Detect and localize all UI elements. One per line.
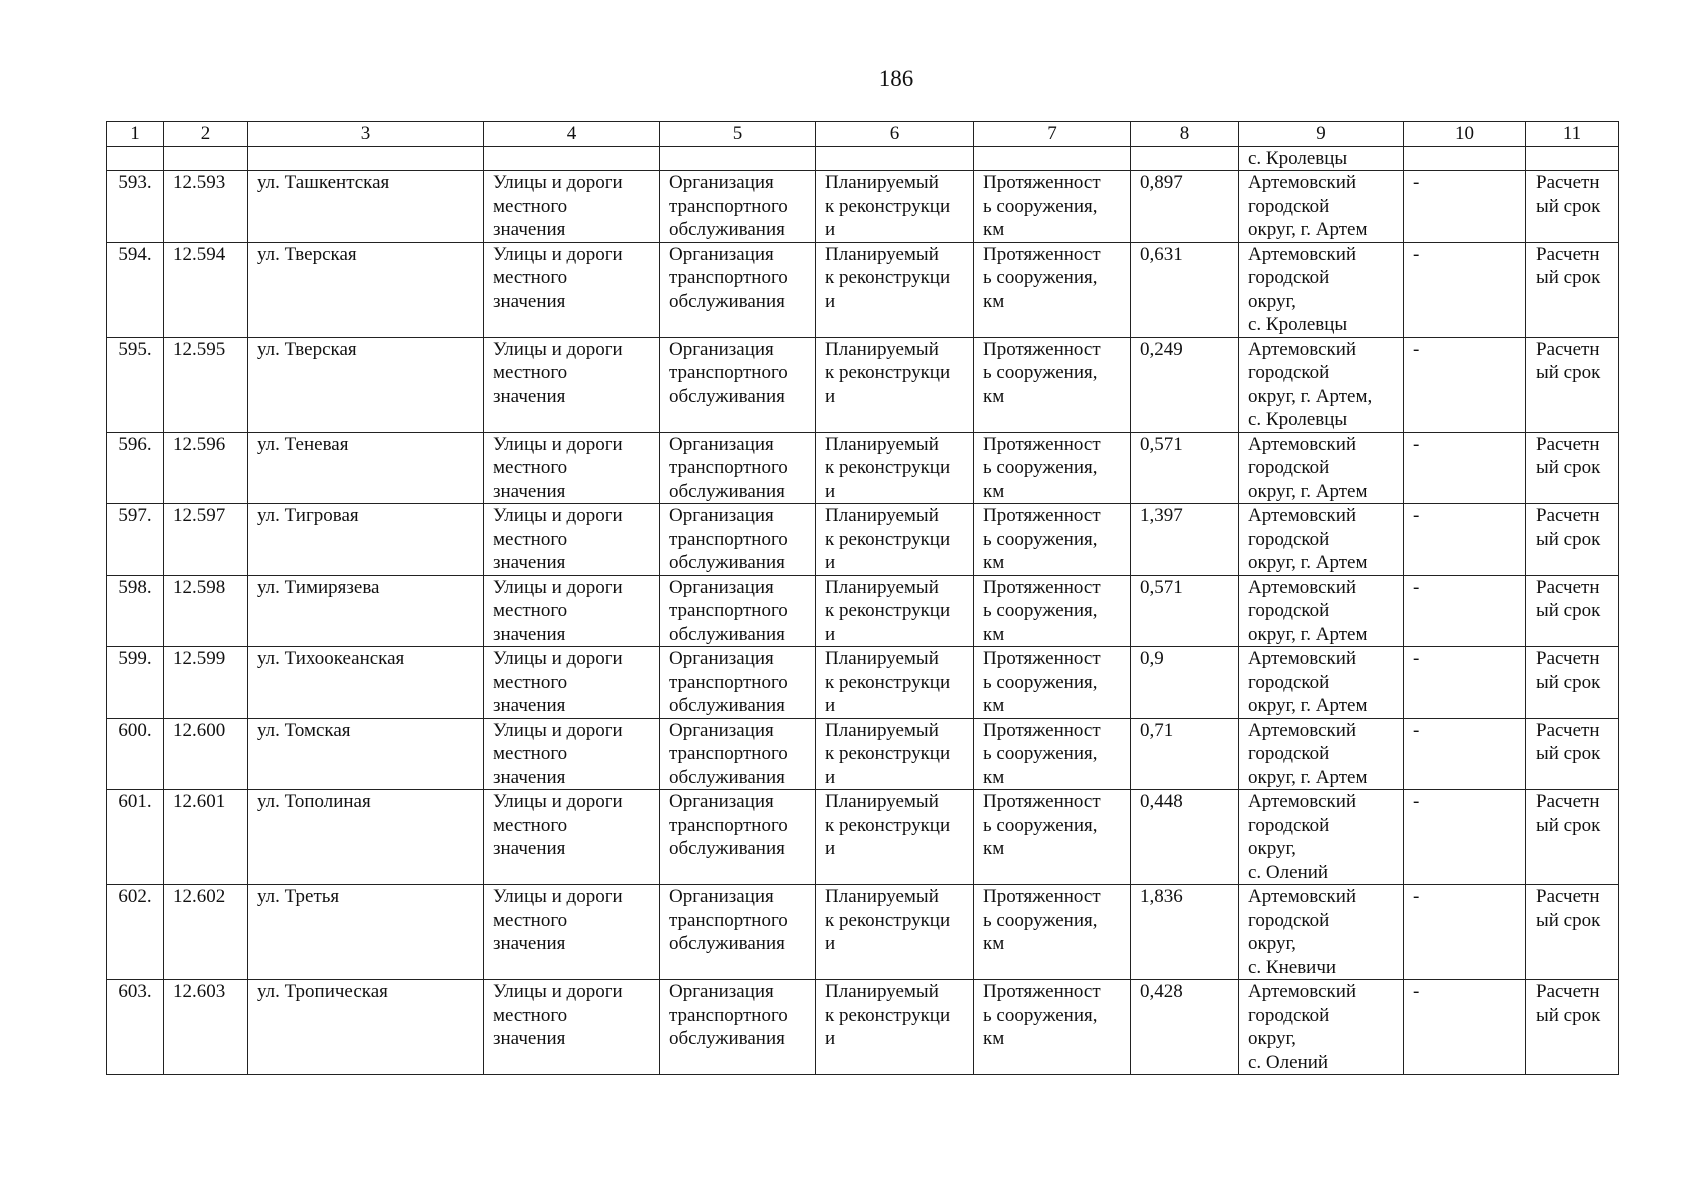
object-type-cell: Улицы и дороги местного значения	[484, 171, 660, 243]
table-cell	[1404, 147, 1526, 171]
row-number-cell: 601.	[107, 790, 164, 885]
column-10-cell: -	[1404, 432, 1526, 504]
object-type-cell: Улицы и дороги местного значения	[484, 980, 660, 1075]
object-name-cell: ул. Третья	[248, 885, 484, 980]
status-cell: Планируемый к реконструкци и	[816, 790, 974, 885]
column-10-cell: -	[1404, 242, 1526, 337]
object-name-cell: ул. Тропическая	[248, 980, 484, 1075]
object-name-cell: ул. Тихоокеанская	[248, 647, 484, 719]
table-cell	[660, 147, 816, 171]
location-cell: Артемовский городской округ, с. Олений	[1239, 980, 1404, 1075]
row-number-cell: 602.	[107, 885, 164, 980]
purpose-cell: Организация транспортного обслуживания	[660, 171, 816, 243]
purpose-cell: Организация транспортного обслуживания	[660, 575, 816, 647]
status-cell: Планируемый к реконструкци и	[816, 432, 974, 504]
column-10-cell: -	[1404, 504, 1526, 576]
term-cell: Расчетн ый срок	[1526, 575, 1619, 647]
status-cell: Планируемый к реконструкци и	[816, 504, 974, 576]
column-header: 10	[1404, 122, 1526, 147]
table-row	[107, 647, 1619, 719]
row-number-cell: 603.	[107, 980, 164, 1075]
purpose-cell: Организация транспортного обслуживания	[660, 980, 816, 1075]
column-header: 5	[660, 122, 816, 147]
value-cell: 0,897	[1131, 171, 1239, 243]
column-header: 8	[1131, 122, 1239, 147]
term-cell: Расчетн ый срок	[1526, 432, 1619, 504]
continuation-row	[107, 147, 1619, 171]
parameter-cell: Протяженност ь сооружения, км	[974, 432, 1131, 504]
value-cell: 0,448	[1131, 790, 1239, 885]
object-code-cell: 12.603	[164, 980, 248, 1075]
column-10-cell: -	[1404, 790, 1526, 885]
purpose-cell: Организация транспортного обслуживания	[660, 790, 816, 885]
location-cell: Артемовский городской округ, с. Кролевцы	[1239, 242, 1404, 337]
location-cell: Артемовский городской округ, г. Артем	[1239, 171, 1404, 243]
column-10-cell: -	[1404, 980, 1526, 1075]
object-type-cell: Улицы и дороги местного значения	[484, 504, 660, 576]
object-name-cell: ул. Томская	[248, 718, 484, 790]
object-name-cell: ул. Тверская	[248, 337, 484, 432]
object-name-cell: ул. Ташкентская	[248, 171, 484, 243]
object-type-cell: Улицы и дороги местного значения	[484, 790, 660, 885]
row-number-cell: 595.	[107, 337, 164, 432]
object-name-cell: ул. Тополиная	[248, 790, 484, 885]
table-row	[107, 432, 1619, 504]
table-row	[107, 337, 1619, 432]
parameter-cell: Протяженност ь сооружения, км	[974, 171, 1131, 243]
status-cell: Планируемый к реконструкци и	[816, 575, 974, 647]
term-cell: Расчетн ый срок	[1526, 242, 1619, 337]
term-cell: Расчетн ый срок	[1526, 885, 1619, 980]
purpose-cell: Организация транспортного обслуживания	[660, 718, 816, 790]
row-number-cell: 597.	[107, 504, 164, 576]
object-code-cell: 12.600	[164, 718, 248, 790]
row-number-cell: 598.	[107, 575, 164, 647]
object-type-cell: Улицы и дороги местного значения	[484, 647, 660, 719]
value-cell: 0,571	[1131, 432, 1239, 504]
term-cell: Расчетн ый срок	[1526, 790, 1619, 885]
column-header: 6	[816, 122, 974, 147]
location-cell: Артемовский городской округ, с. Олений	[1239, 790, 1404, 885]
column-header: 4	[484, 122, 660, 147]
location-cell: Артемовский городской округ, г. Артем	[1239, 432, 1404, 504]
column-header-row	[107, 122, 1619, 147]
table-row	[107, 504, 1619, 576]
location-cell: Артемовский городской округ, с. Кневичи	[1239, 885, 1404, 980]
location-cell: с. Кролевцы	[1239, 147, 1404, 171]
column-header: 2	[164, 122, 248, 147]
value-cell: 0,631	[1131, 242, 1239, 337]
object-code-cell: 12.599	[164, 647, 248, 719]
status-cell: Планируемый к реконструкци и	[816, 337, 974, 432]
value-cell: 0,571	[1131, 575, 1239, 647]
object-code-cell: 12.597	[164, 504, 248, 576]
status-cell: Планируемый к реконструкци и	[816, 718, 974, 790]
value-cell: 0,428	[1131, 980, 1239, 1075]
table-row	[107, 980, 1619, 1075]
table-row	[107, 171, 1619, 243]
value-cell: 1,836	[1131, 885, 1239, 980]
location-cell: Артемовский городской округ, г. Артем, с. Кролевцы	[1239, 337, 1404, 432]
row-number-cell: 599.	[107, 647, 164, 719]
object-type-cell: Улицы и дороги местного значения	[484, 337, 660, 432]
value-cell: 1,397	[1131, 504, 1239, 576]
column-10-cell: -	[1404, 647, 1526, 719]
term-cell: Расчетн ый срок	[1526, 171, 1619, 243]
table-cell	[107, 147, 164, 171]
status-cell: Планируемый к реконструкци и	[816, 980, 974, 1075]
status-cell: Планируемый к реконструкци и	[816, 647, 974, 719]
column-header: 11	[1526, 122, 1619, 147]
object-code-cell: 12.593	[164, 171, 248, 243]
parameter-cell: Протяженност ь сооружения, км	[974, 575, 1131, 647]
parameter-cell: Протяженност ь сооружения, км	[974, 242, 1131, 337]
column-header: 9	[1239, 122, 1404, 147]
table-cell	[1131, 147, 1239, 171]
object-name-cell: ул. Тигровая	[248, 504, 484, 576]
parameter-cell: Протяженност ь сооружения, км	[974, 885, 1131, 980]
term-cell: Расчетн ый срок	[1526, 504, 1619, 576]
value-cell: 0,249	[1131, 337, 1239, 432]
object-code-cell: 12.594	[164, 242, 248, 337]
term-cell: Расчетн ый срок	[1526, 647, 1619, 719]
purpose-cell: Организация транспортного обслуживания	[660, 504, 816, 576]
term-cell: Расчетн ый срок	[1526, 980, 1619, 1075]
table-cell	[974, 147, 1131, 171]
object-type-cell: Улицы и дороги местного значения	[484, 885, 660, 980]
term-cell: Расчетн ый срок	[1526, 718, 1619, 790]
row-number-cell: 593.	[107, 171, 164, 243]
purpose-cell: Организация транспортного обслуживания	[660, 337, 816, 432]
table-cell	[164, 147, 248, 171]
column-header: 1	[107, 122, 164, 147]
table-row	[107, 242, 1619, 337]
parameter-cell: Протяженност ь сооружения, км	[974, 504, 1131, 576]
column-10-cell: -	[1404, 171, 1526, 243]
column-10-cell: -	[1404, 337, 1526, 432]
table-row	[107, 790, 1619, 885]
parameter-cell: Протяженност ь сооружения, км	[974, 647, 1131, 719]
purpose-cell: Организация транспортного обслуживания	[660, 432, 816, 504]
object-code-cell: 12.596	[164, 432, 248, 504]
column-10-cell: -	[1404, 885, 1526, 980]
objects-table	[106, 121, 1619, 1075]
term-cell: Расчетн ый срок	[1526, 337, 1619, 432]
object-name-cell: ул. Тимирязева	[248, 575, 484, 647]
purpose-cell: Организация транспортного обслуживания	[660, 885, 816, 980]
object-type-cell: Улицы и дороги местного значения	[484, 242, 660, 337]
object-type-cell: Улицы и дороги местного значения	[484, 718, 660, 790]
row-number-cell: 600.	[107, 718, 164, 790]
object-code-cell: 12.602	[164, 885, 248, 980]
location-cell: Артемовский городской округ, г. Артем	[1239, 647, 1404, 719]
column-10-cell: -	[1404, 575, 1526, 647]
row-number-cell: 596.	[107, 432, 164, 504]
parameter-cell: Протяженност ь сооружения, км	[974, 718, 1131, 790]
table-cell	[484, 147, 660, 171]
purpose-cell: Организация транспортного обслуживания	[660, 647, 816, 719]
location-cell: Артемовский городской округ, г. Артем	[1239, 575, 1404, 647]
location-cell: Артемовский городской округ, г. Артем	[1239, 718, 1404, 790]
value-cell: 0,9	[1131, 647, 1239, 719]
table-row	[107, 718, 1619, 790]
table-cell	[248, 147, 484, 171]
parameter-cell: Протяженност ь сооружения, км	[974, 790, 1131, 885]
object-code-cell: 12.601	[164, 790, 248, 885]
value-cell: 0,71	[1131, 718, 1239, 790]
table-cell	[1526, 147, 1619, 171]
table-cell	[816, 147, 974, 171]
object-type-cell: Улицы и дороги местного значения	[484, 432, 660, 504]
parameter-cell: Протяженност ь сооружения, км	[974, 980, 1131, 1075]
purpose-cell: Организация транспортного обслуживания	[660, 242, 816, 337]
parameter-cell: Протяженност ь сооружения, км	[974, 337, 1131, 432]
location-cell: Артемовский городской округ, г. Артем	[1239, 504, 1404, 576]
object-code-cell: 12.595	[164, 337, 248, 432]
status-cell: Планируемый к реконструкци и	[816, 885, 974, 980]
table-row	[107, 575, 1619, 647]
row-number-cell: 594.	[107, 242, 164, 337]
object-type-cell: Улицы и дороги местного значения	[484, 575, 660, 647]
column-header: 7	[974, 122, 1131, 147]
column-header: 3	[248, 122, 484, 147]
object-name-cell: ул. Тверская	[248, 242, 484, 337]
table-row	[107, 885, 1619, 980]
column-10-cell: -	[1404, 718, 1526, 790]
status-cell: Планируемый к реконструкци и	[816, 242, 974, 337]
object-name-cell: ул. Теневая	[248, 432, 484, 504]
page-number: 186	[878, 66, 914, 91]
object-code-cell: 12.598	[164, 575, 248, 647]
status-cell: Планируемый к реконструкци и	[816, 171, 974, 243]
